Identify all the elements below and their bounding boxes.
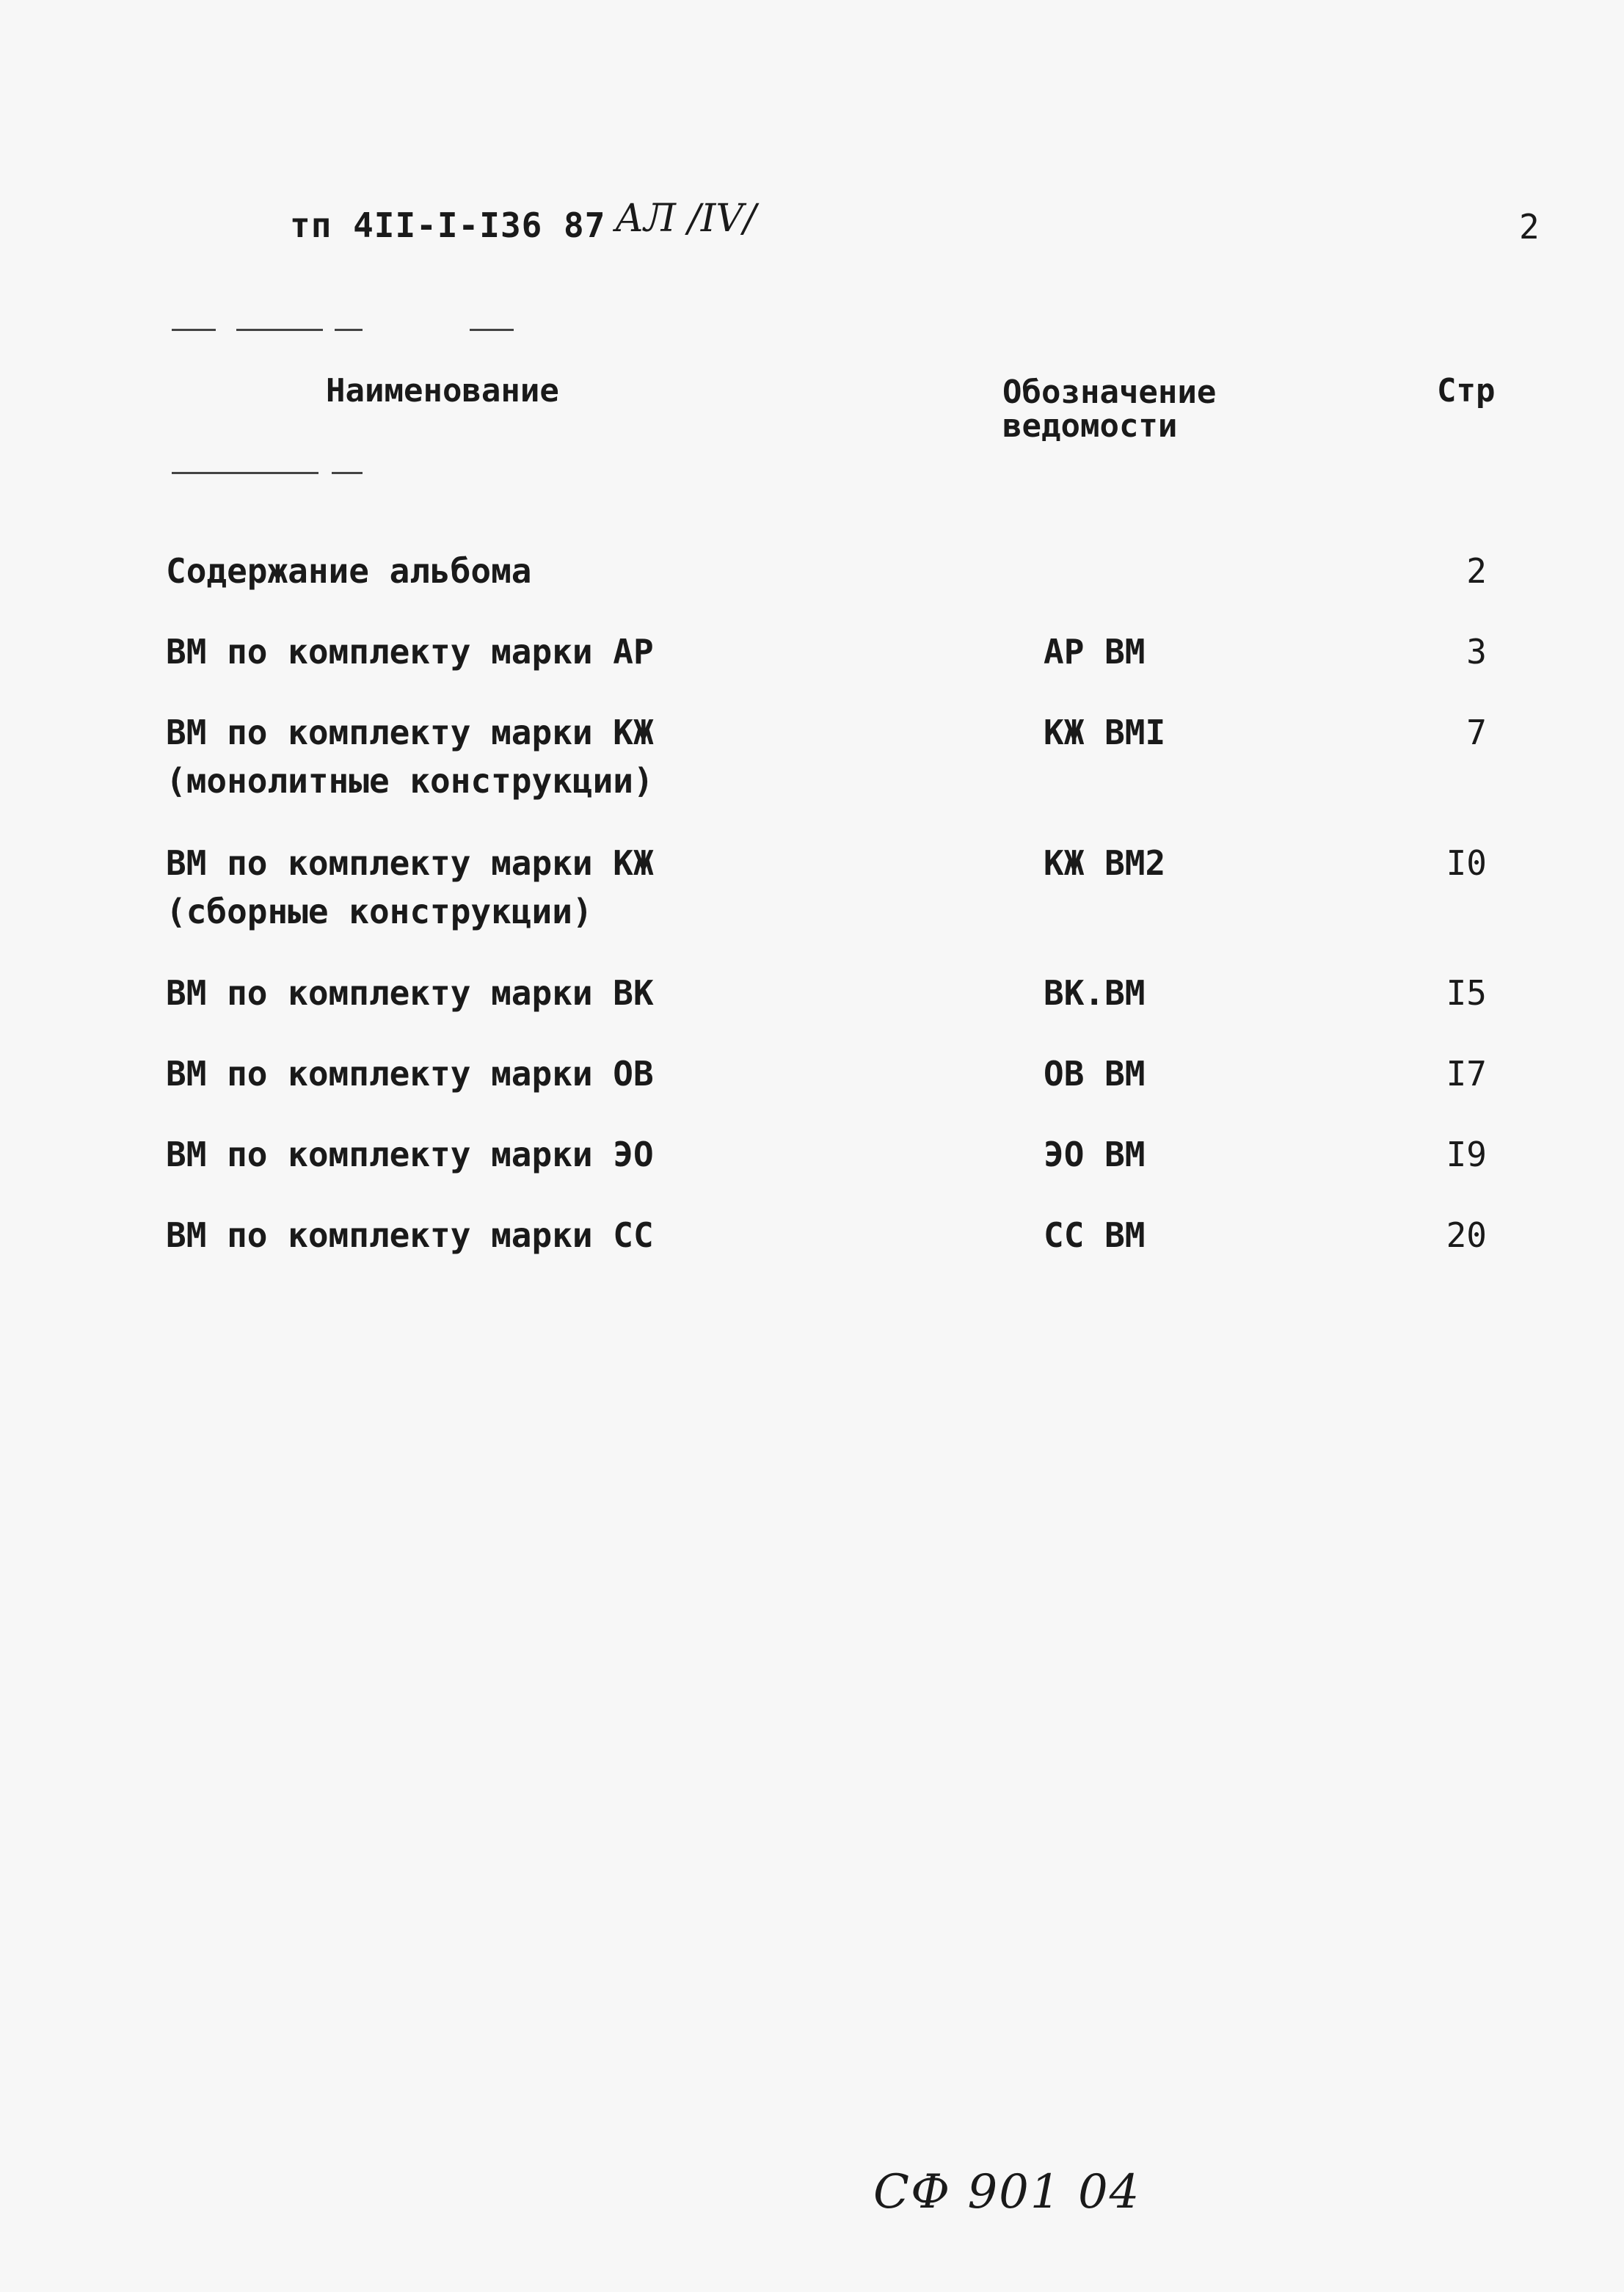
table-row-page: 3 [1466, 632, 1487, 672]
table-row-page: I9 [1446, 1135, 1487, 1174]
table-row-name: ВМ по комплекту марки СС [166, 1215, 654, 1255]
column-header-page: Стр [1437, 372, 1496, 410]
table-row-designation: КЖ ВМI [1044, 713, 1166, 752]
table-row-name: ВМ по комплекту марки КЖ (монолитные конструкции) [166, 713, 654, 801]
table-row-designation: ОВ ВМ [1044, 1054, 1146, 1094]
table-row-name: ВМ по комплекту марки ОВ [166, 1054, 654, 1094]
table-row-name: ВМ по комплекту марки АР [166, 632, 654, 672]
table-row-page: I0 [1446, 843, 1487, 883]
handwritten-note: АЛ /IV/ [615, 197, 757, 241]
header-dash [335, 329, 363, 331]
column-header-name: Наименование [326, 372, 559, 410]
header-underline [332, 472, 363, 474]
table-row-designation: ЭО ВМ [1044, 1135, 1146, 1174]
table-row-page: 20 [1446, 1215, 1487, 1255]
header-underline [172, 472, 318, 474]
table-row-name: ВМ по комплекту марки КЖ (сборные конструкции) [166, 843, 654, 931]
header-dash [236, 329, 323, 331]
table-row-page: I5 [1446, 973, 1487, 1013]
table-row-name: Содержание альбома [166, 551, 532, 591]
document-code: тп 4II-I-I36 87 [290, 205, 606, 245]
table-row-designation: КЖ ВМ2 [1044, 843, 1166, 883]
header-dash [470, 329, 514, 331]
table-row-designation: АР ВМ [1044, 632, 1146, 672]
table-row-page: 2 [1466, 551, 1487, 591]
column-header-designation: Обозначение ведомости [1002, 374, 1217, 445]
table-row-page: 7 [1466, 713, 1487, 752]
header-dash [172, 329, 216, 331]
table-row-designation: ВК.ВМ [1044, 973, 1146, 1013]
table-row-name: ВМ по комплекту марки ВК [166, 973, 654, 1013]
footer-stamp: СФ 901 04 [873, 2165, 1141, 2219]
table-row-page: I7 [1446, 1054, 1487, 1094]
table-row-name: ВМ по комплекту марки ЭО [166, 1135, 654, 1174]
table-row-designation: СС ВМ [1044, 1215, 1146, 1255]
page-number: 2 [1519, 207, 1540, 247]
